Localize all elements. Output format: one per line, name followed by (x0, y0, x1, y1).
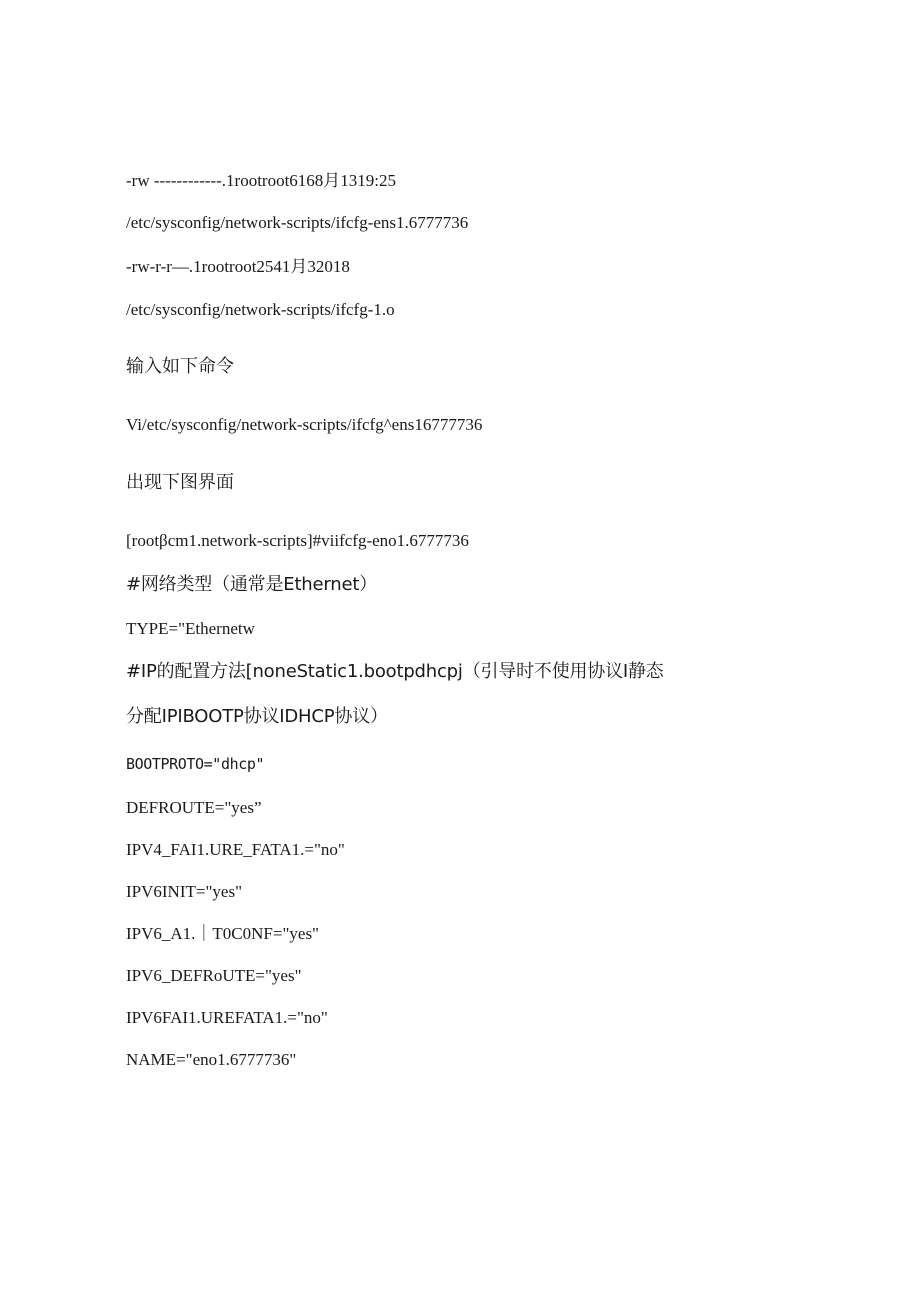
file-listing-line-1: -rw ------------.1rootroot6168月1319:25 (126, 171, 397, 190)
config-ipv4-failure-fatal: IPV4_FAI1.URE_FATA1.="no" (126, 840, 345, 859)
file-listing-line-2: -rw-r-r—.1rootroot2541月32018 (126, 257, 350, 276)
config-defroute: DEFROUTE="yes” (126, 798, 262, 817)
config-ipv6-failure-fatal: IPV6FAI1.UREFATA1.="no" (126, 1008, 328, 1027)
instruction-enter-command: 输入如下命令 (126, 356, 234, 377)
config-ipv6-autoconf: IPV6_A1.｜T0C0NF="yes" (126, 924, 320, 943)
comment-ip-config-method-cont: 分配IPIBOOTP协议IDHCP协议） (126, 706, 388, 727)
config-ipv6init: IPV6INIT="yes" (126, 882, 243, 901)
instruction-screen-appears: 出现下图界面 (126, 472, 234, 493)
comment-network-type: #网络类型（通常是Ethernet） (126, 574, 378, 595)
config-name: NAME="eno1.6777736" (126, 1050, 297, 1069)
comment-ip-config-method: #IP的配置方法[noneStatic1.bootpdhcpj（引导时不使用协议I静态 (126, 661, 664, 682)
config-type: TYPE="Ethernetw (126, 619, 255, 638)
file-path-line-1: /etc/sysconfig/network-scripts/ifcfg-ens1.6777736 (126, 213, 469, 232)
shell-prompt-line: [rootβcm1.network-scripts]#viifcfg-eno1.6777736 (126, 531, 469, 550)
config-bootproto: BOOTPROTO="dhcp" (126, 755, 265, 773)
vi-command-line: Vi/etc/sysconfig/network-scripts/ifcfg^ens16777736 (126, 415, 483, 434)
config-ipv6-defroute: IPV6_DEFRoUTE="yes" (126, 966, 302, 985)
file-path-line-2: /etc/sysconfig/network-scripts/ifcfg-1.o (126, 300, 395, 319)
